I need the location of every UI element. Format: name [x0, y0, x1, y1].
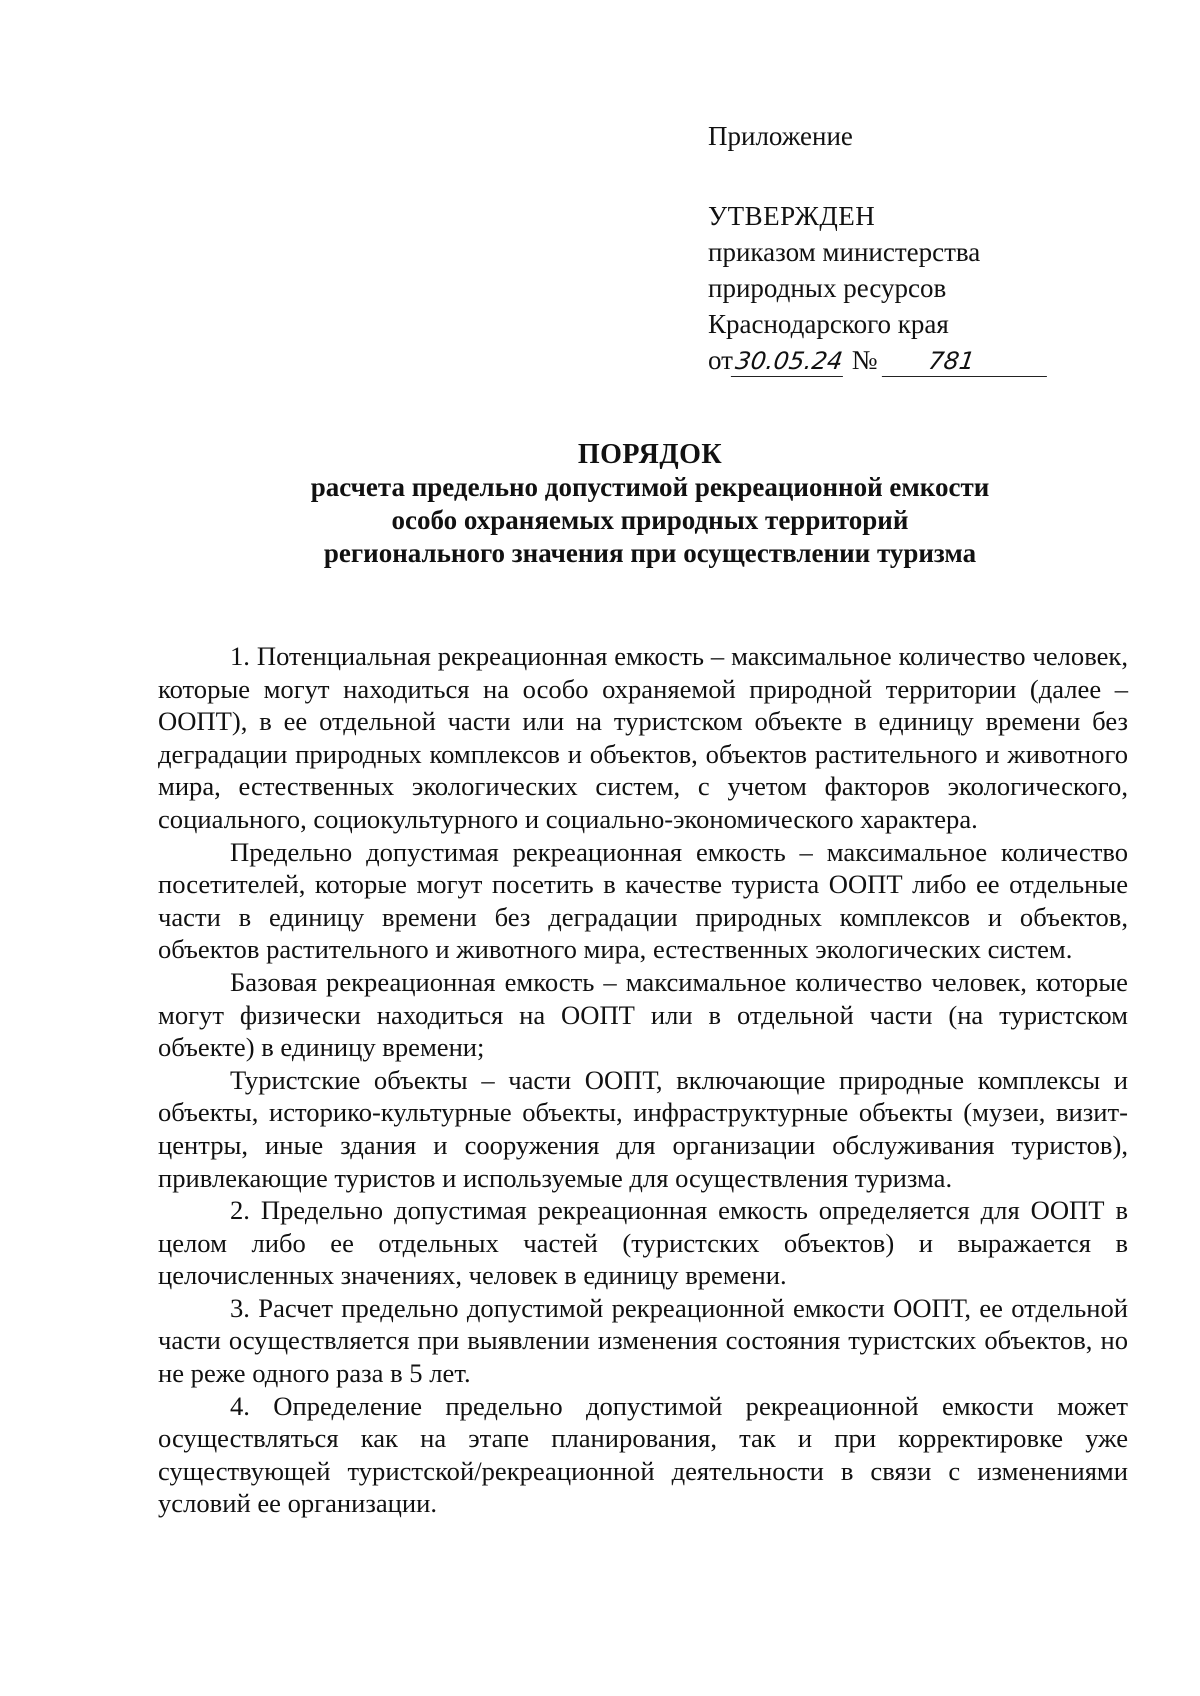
approval-block: [708, 118, 1168, 378]
appendix-label: Приложение: [708, 121, 853, 151]
approval-line-3: Краснодарского края: [708, 309, 949, 339]
order-number-handwritten: 781: [882, 346, 1051, 377]
paragraph-3: Базовая рекреационная емкость – максимальное количество человек, которые могут физически находиться на ООПТ или в отдельной части (на туристском объекте) в единицу времени;: [158, 966, 1128, 1063]
paragraph-5: 2. Предельно допустимая рекреационная емкость определяется для ООПТ в целом либо ее отдельных частей (туристских объектов) и выражается в целочисленных значениях, человек в единицу времени.: [158, 1195, 1128, 1291]
title-line-3: регионального значения при осуществлении туризма: [323, 538, 977, 568]
document-title: [150, 438, 1150, 570]
order-date-handwritten: 30.05.24: [731, 346, 847, 377]
document-body: [158, 640, 1128, 1520]
paragraph-7: 4. Определение предельно допустимой рекреационной емкости может осуществляться как на этапе планирования, так и при корректировке уже существующей туристской/рекреационной деятельности в связи с изменениями условий ее организации.: [158, 1390, 1128, 1519]
paragraph-2: Предельно допустимая рекреационная емкость – максимальное количество посетителей, которые могут посетить в качестве туриста ООПТ либо ее отдельные части в единицу времени без деградации природных комплексов и объектов, объектов растительного и животного мира, естественных экологических систем.: [158, 836, 1128, 965]
paragraph-4: Туристские объекты – части ООПТ, включающие природные комплексы и объекты, историко-культурные объекты, инфраструктурные объекты (музеи, визит-центры, иные здания и сооружения для организации обслуживания туристов), привлекающие туристов и используемые для осуществления туризма.: [158, 1064, 1128, 1193]
approval-line-1: приказом министерства: [708, 237, 981, 267]
order-date-number: [708, 342, 1168, 378]
approved-label: УТВЕРЖДЕН: [708, 201, 876, 231]
title-main: ПОРЯДОК: [577, 439, 723, 470]
date-prefix: от: [708, 345, 733, 375]
paragraph-1: 1. Потенциальная рекреационная емкость – максимальное количество человек, которые могут находиться на особо охраняемой природной территории (далее – ООПТ), в ее отдельной части или на туристском объекте в единицу времени без деградации природных комплексов и объектов, объектов растительного и животного мира, естественных экологических систем, с учетом факторов экологического, социального, социокультурного и социально-экономического характера.: [158, 641, 1128, 834]
title-line-1: расчета предельно допустимой рекреационной емкости: [310, 472, 990, 502]
number-sign: №: [851, 345, 878, 375]
approval-line-2: природных ресурсов: [708, 273, 947, 303]
paragraph-6: 3. Расчет предельно допустимой рекреационной емкости ООПТ, ее отдельной части осуществляется при выявлении изменения состояния туристских объектов, но не реже одного раза в 5 лет.: [158, 1292, 1128, 1389]
title-line-2: особо охраняемых природных территорий: [391, 505, 909, 535]
